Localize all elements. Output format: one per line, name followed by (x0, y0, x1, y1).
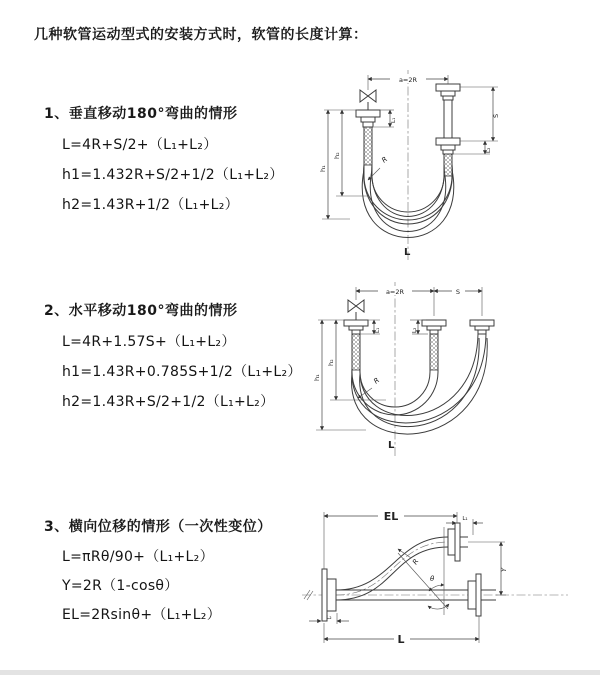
dimension-a-2r-label: a=2R (398, 76, 418, 84)
dimension-l (324, 616, 479, 646)
dimension-el (324, 509, 457, 569)
angle-construction (398, 527, 449, 615)
section-1-formula-h2: h2=1.43R+1/2（L₁+L₂） (62, 197, 239, 213)
diagram-vertical-180-bend (310, 64, 590, 264)
valve-icon (348, 300, 364, 320)
upper-right-flange (448, 523, 468, 561)
section-2-heading: 2、水平移动180°弯曲的情形 (44, 303, 238, 319)
left-flange (322, 569, 336, 621)
section-3-formula-L: L=πRθ/90+（L₁+L₂） (62, 549, 214, 565)
braided-hose-sections (364, 127, 452, 176)
dimension-l2 (309, 613, 349, 624)
flange-fittings (344, 320, 494, 334)
dimension-el-label: EL (383, 510, 399, 523)
dimension-h1-label: h₁ (319, 165, 327, 172)
dimension-a-2r (356, 286, 482, 316)
dimension-s-label: S (455, 288, 461, 296)
dimension-l1-label: L₁ (391, 117, 397, 123)
section-3-formula-EL: EL=2Rsinθ+（L₁+L₂） (62, 607, 222, 623)
dimension-l1-label: L₁ (462, 516, 468, 522)
dimension-l1-label: L₁ (375, 327, 381, 333)
radius-label: R (411, 557, 421, 567)
left-flange-fitting (356, 110, 380, 127)
page-title: 几种软管运动型式的安装方式时，软管的长度计算： (34, 27, 368, 43)
dimension-l2-label: L₂ (486, 147, 492, 153)
angle-theta-label: θ (430, 575, 435, 583)
diagram-horizontal-180-bend (306, 276, 596, 461)
valve-icon (360, 90, 376, 110)
dimension-s-label: S (492, 113, 500, 118)
section-3-formula-Y: Y=2R（1-cosθ） (62, 578, 179, 594)
dimension-h1 (313, 320, 380, 430)
dimension-a-2r-label: a=2R (385, 288, 405, 296)
dimension-h2-label: h₂ (333, 152, 341, 159)
radius-label: R (372, 376, 382, 386)
dimension-l-label: L (397, 633, 405, 646)
section-2-formula-h1: h1=1.43R+0.785S+1/2（L₁+L₂） (62, 364, 302, 380)
dimension-h1-label: h₁ (313, 374, 321, 381)
section-1-formula-L: L=4R+S/2+（L₁+L₂） (62, 137, 218, 153)
dimension-y-label: Y (500, 567, 508, 572)
dimension-l2-label: L₂ (412, 327, 418, 333)
section-1-heading: 1、垂直移动180°弯曲的情形 (44, 106, 238, 122)
radius-callout (398, 549, 421, 566)
dimension-h2-label: h₂ (327, 359, 335, 366)
right-pipe-fittings (436, 84, 460, 154)
section-3-heading: 3、横向位移的情形（一次性变位） (44, 519, 272, 535)
centerline (302, 542, 568, 600)
dimension-s (460, 87, 500, 141)
radius-label: R (380, 155, 390, 165)
diagram-horizontal-180-bend-svg (306, 276, 596, 461)
section-1-formula-h1: h1=1.432R+S/2+1/2（L₁+L₂） (62, 167, 284, 183)
section-2-formula-h2: h2=1.43R+S/2+1/2（L₁+L₂） (62, 394, 275, 410)
diagram-lateral-displacement-svg (296, 503, 596, 663)
length-label: L (404, 247, 411, 258)
diagram-vertical-180-bend-svg (310, 64, 590, 264)
diagram-lateral-displacement (296, 503, 596, 663)
hose-loops (352, 334, 488, 434)
dimension-h1 (319, 110, 358, 219)
length-label: L (388, 440, 395, 451)
page-bottom-edge (0, 670, 600, 675)
section-2-formula-L: L=4R+1.57S+（L₁+L₂） (62, 334, 236, 350)
dimension-l2-label: L₂ (326, 615, 332, 621)
